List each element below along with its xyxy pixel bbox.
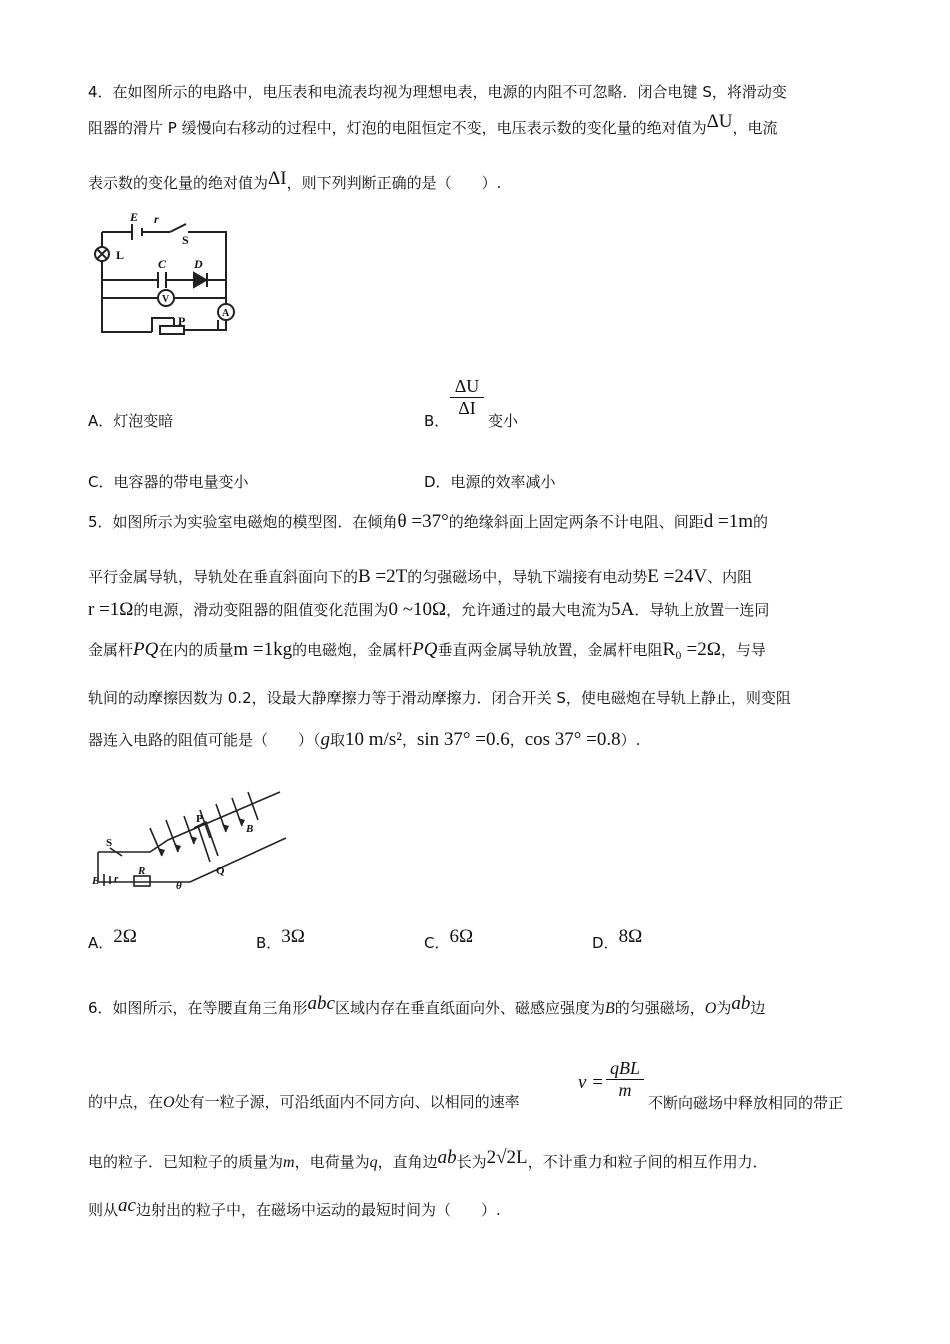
o-symbol: O	[163, 1094, 175, 1111]
q5-text: 取	[330, 731, 346, 749]
q5-text: ，允许通过的最大电流为	[446, 601, 612, 619]
q5-text: 的匀强磁场中，导轨下端接有电动势	[407, 568, 648, 586]
q5-option-a[interactable]	[88, 926, 137, 954]
q4-option-d[interactable]: D．电源的效率减小	[424, 473, 556, 491]
ab-symbol: ab	[731, 993, 751, 1014]
q-symbol: q	[369, 1154, 378, 1171]
q6-text: 则从	[88, 1201, 119, 1219]
fraction-denominator: ΔI	[450, 397, 484, 419]
e-value: E =24V	[647, 566, 708, 587]
q5-option-b[interactable]	[256, 926, 305, 954]
length-value: 2√2L	[486, 1147, 528, 1168]
b-symbol: B	[605, 1000, 615, 1017]
q6-text: 的匀强磁场，	[614, 999, 705, 1017]
q5-line-4	[88, 640, 766, 660]
q5-text: 器连入电路的阻值可能是（ ）（	[88, 731, 321, 749]
d-value: d =1m	[703, 511, 753, 532]
q4-text: 表示数的变化量的绝对值为	[88, 174, 269, 192]
theta-value: θ =37°	[397, 511, 449, 532]
label-l: L	[116, 248, 125, 262]
sin-value: sin 37° =0.6	[416, 729, 510, 750]
r-value: r =1Ω	[88, 599, 134, 620]
q5-line-5: 轨间的动摩擦因数为 0.2，设最大静摩擦力等于滑动摩擦力．闭合开关 S，使电磁炮在导轨上静止，则变阻	[88, 689, 791, 707]
option-value: 3Ω	[281, 926, 305, 947]
m-symbol: m	[283, 1154, 295, 1171]
label-theta: θ	[176, 880, 182, 892]
q6-line-3	[88, 1147, 768, 1173]
q6-text: ，直角边	[377, 1153, 438, 1171]
q4-option-b-suffix: 变小	[488, 412, 519, 430]
q5-text: 的电磁炮，金属杆	[292, 641, 413, 659]
fraction-numerator: qBL	[609, 1058, 640, 1078]
q5-text: 的电源，滑动变阻器的阻值变化范围为	[133, 601, 389, 619]
q6-text: 边	[750, 999, 766, 1017]
label-s: S	[182, 233, 189, 247]
q6-text: 边射出的粒子中，在磁场中运动的最短时间为（ ）.	[135, 1201, 501, 1219]
q6-text: 处有一粒子源，可沿纸面内不同方向、以相同的速率	[174, 1093, 520, 1111]
label-b: B	[246, 823, 254, 835]
label-e: E	[130, 210, 139, 224]
q5-text: 5．如图所示为实验室电磁炮的模型图．在倾角	[88, 513, 398, 531]
label-d: D	[194, 257, 203, 271]
q6-line-4	[88, 1195, 501, 1220]
q6-text: ，不计重力和粒子间的相互作用力．	[527, 1153, 768, 1171]
q6-text: 为	[716, 999, 732, 1017]
q4-text: 阻器的滑片 P 缓慢向右移动的过程中，灯泡的电阻恒定不变，电压表示数的变化量的绝对值为	[88, 119, 707, 137]
option-label: B．	[256, 934, 282, 952]
q4-line-3	[88, 168, 502, 193]
label-s: S	[106, 837, 113, 849]
q6-text: 电的粒子．已知粒子的质量为	[88, 1153, 284, 1171]
q5-option-d[interactable]	[592, 926, 643, 954]
q6-line-2-end: 不断向磁场中释放相同的带正	[648, 1094, 844, 1112]
option-label: D．	[592, 934, 619, 952]
option-label: B．	[424, 412, 450, 430]
range-value: 0 ~10Ω	[388, 599, 447, 620]
delta-i: ΔI	[268, 168, 287, 189]
q4-option-c[interactable]: C．电容器的带电量变小	[88, 473, 249, 491]
pq-symbol: PQ	[133, 639, 159, 660]
velocity-fraction	[606, 1058, 644, 1101]
q4-text: ，则下列判断正确的是（ ）.	[286, 174, 502, 192]
q5-text: 在内的质量	[158, 641, 234, 659]
mass-value: m =1kg	[233, 639, 293, 660]
q5-line-1	[88, 512, 768, 532]
abc-symbol: abc	[307, 993, 335, 1014]
q6-line-2	[88, 1092, 520, 1113]
g-value: 10 m/s²	[345, 729, 402, 750]
q6-line-1	[88, 993, 766, 1019]
fraction-numerator: ΔU	[454, 376, 480, 396]
label-c: C	[158, 257, 167, 271]
o-symbol: O	[704, 1000, 717, 1017]
q4-option-b-fraction	[450, 376, 484, 419]
velocity-lhs	[578, 1072, 604, 1094]
label-r: r	[114, 873, 119, 885]
pq-symbol: PQ	[412, 639, 438, 660]
q5-text: 平行金属导轨，导轨处在垂直斜面向下的	[88, 568, 359, 586]
q6-text: ，电荷量为	[294, 1153, 370, 1171]
q5-railgun-diagram	[90, 786, 290, 896]
q5-line-6: 器连入电路的阻值可能是（ ）（g取10 m/s²，sin 37° =0.6，cos 37° =0.8）.	[88, 729, 641, 750]
r0-value: R₀ =2Ω	[662, 639, 721, 660]
label-r: r	[154, 212, 159, 226]
imax-value: 5A	[611, 599, 635, 620]
option-value: 8Ω	[618, 926, 643, 947]
q5-line-3	[88, 600, 769, 620]
option-label: C．	[424, 934, 450, 952]
option-value: 2Ω	[113, 926, 137, 947]
q5-text: ．导轨上放置一连同	[634, 601, 770, 619]
label-p: P	[178, 314, 186, 328]
label-e: E	[92, 875, 100, 887]
ac-symbol: ac	[118, 1195, 136, 1216]
q5-text: 、内阻	[707, 568, 753, 586]
option-value: 6Ω	[449, 926, 474, 947]
q5-text: ）.	[620, 731, 641, 749]
cos-value: cos 37° =0.8	[524, 729, 621, 750]
q5-option-c[interactable]	[424, 926, 474, 954]
q4-option-b[interactable]	[424, 410, 449, 431]
q5-line-2	[88, 567, 752, 587]
q4-text: ，电流	[732, 119, 778, 137]
label-q: Q	[216, 865, 225, 877]
delta-u: ΔU	[706, 111, 733, 132]
q6-text: 长为	[456, 1153, 487, 1171]
q6-text: 区域内存在垂直纸面向外、磁感应强度为	[334, 999, 605, 1017]
q4-line-1: 4．在如图所示的电路中，电压表和电流表均视为理想电表，电源的内阻不可忽略．闭合电键 S，将滑动变	[88, 83, 787, 101]
velocity-expression: v =	[578, 1072, 605, 1093]
fraction-denominator: m	[606, 1079, 644, 1101]
q4-option-a[interactable]: A．灯泡变暗	[88, 412, 174, 430]
b-value: B =2T	[358, 566, 408, 587]
label-a: A	[222, 308, 230, 319]
label-p: P	[196, 813, 203, 825]
label-v: V	[162, 294, 170, 305]
option-label: A．	[88, 934, 114, 952]
q5-text: 的	[752, 513, 768, 531]
q5-text: 的绝缘斜面上固定两条不计电阻、间距	[448, 513, 704, 531]
q6-text: 6．如图所示，在等腰直角三角形	[88, 999, 308, 1017]
q6-text: 的中点，在	[88, 1093, 164, 1111]
q5-text: ，与导	[720, 641, 766, 659]
q5-text: 垂直两金属导轨放置，金属杆电阻	[437, 641, 663, 659]
g-symbol: g	[320, 729, 331, 750]
q5-text: 金属杆	[88, 641, 134, 659]
q4-line-2	[88, 111, 778, 138]
label-r-rheostat: R	[138, 865, 146, 877]
q4-circuit-diagram	[90, 210, 250, 340]
ab-symbol: ab	[437, 1147, 457, 1168]
